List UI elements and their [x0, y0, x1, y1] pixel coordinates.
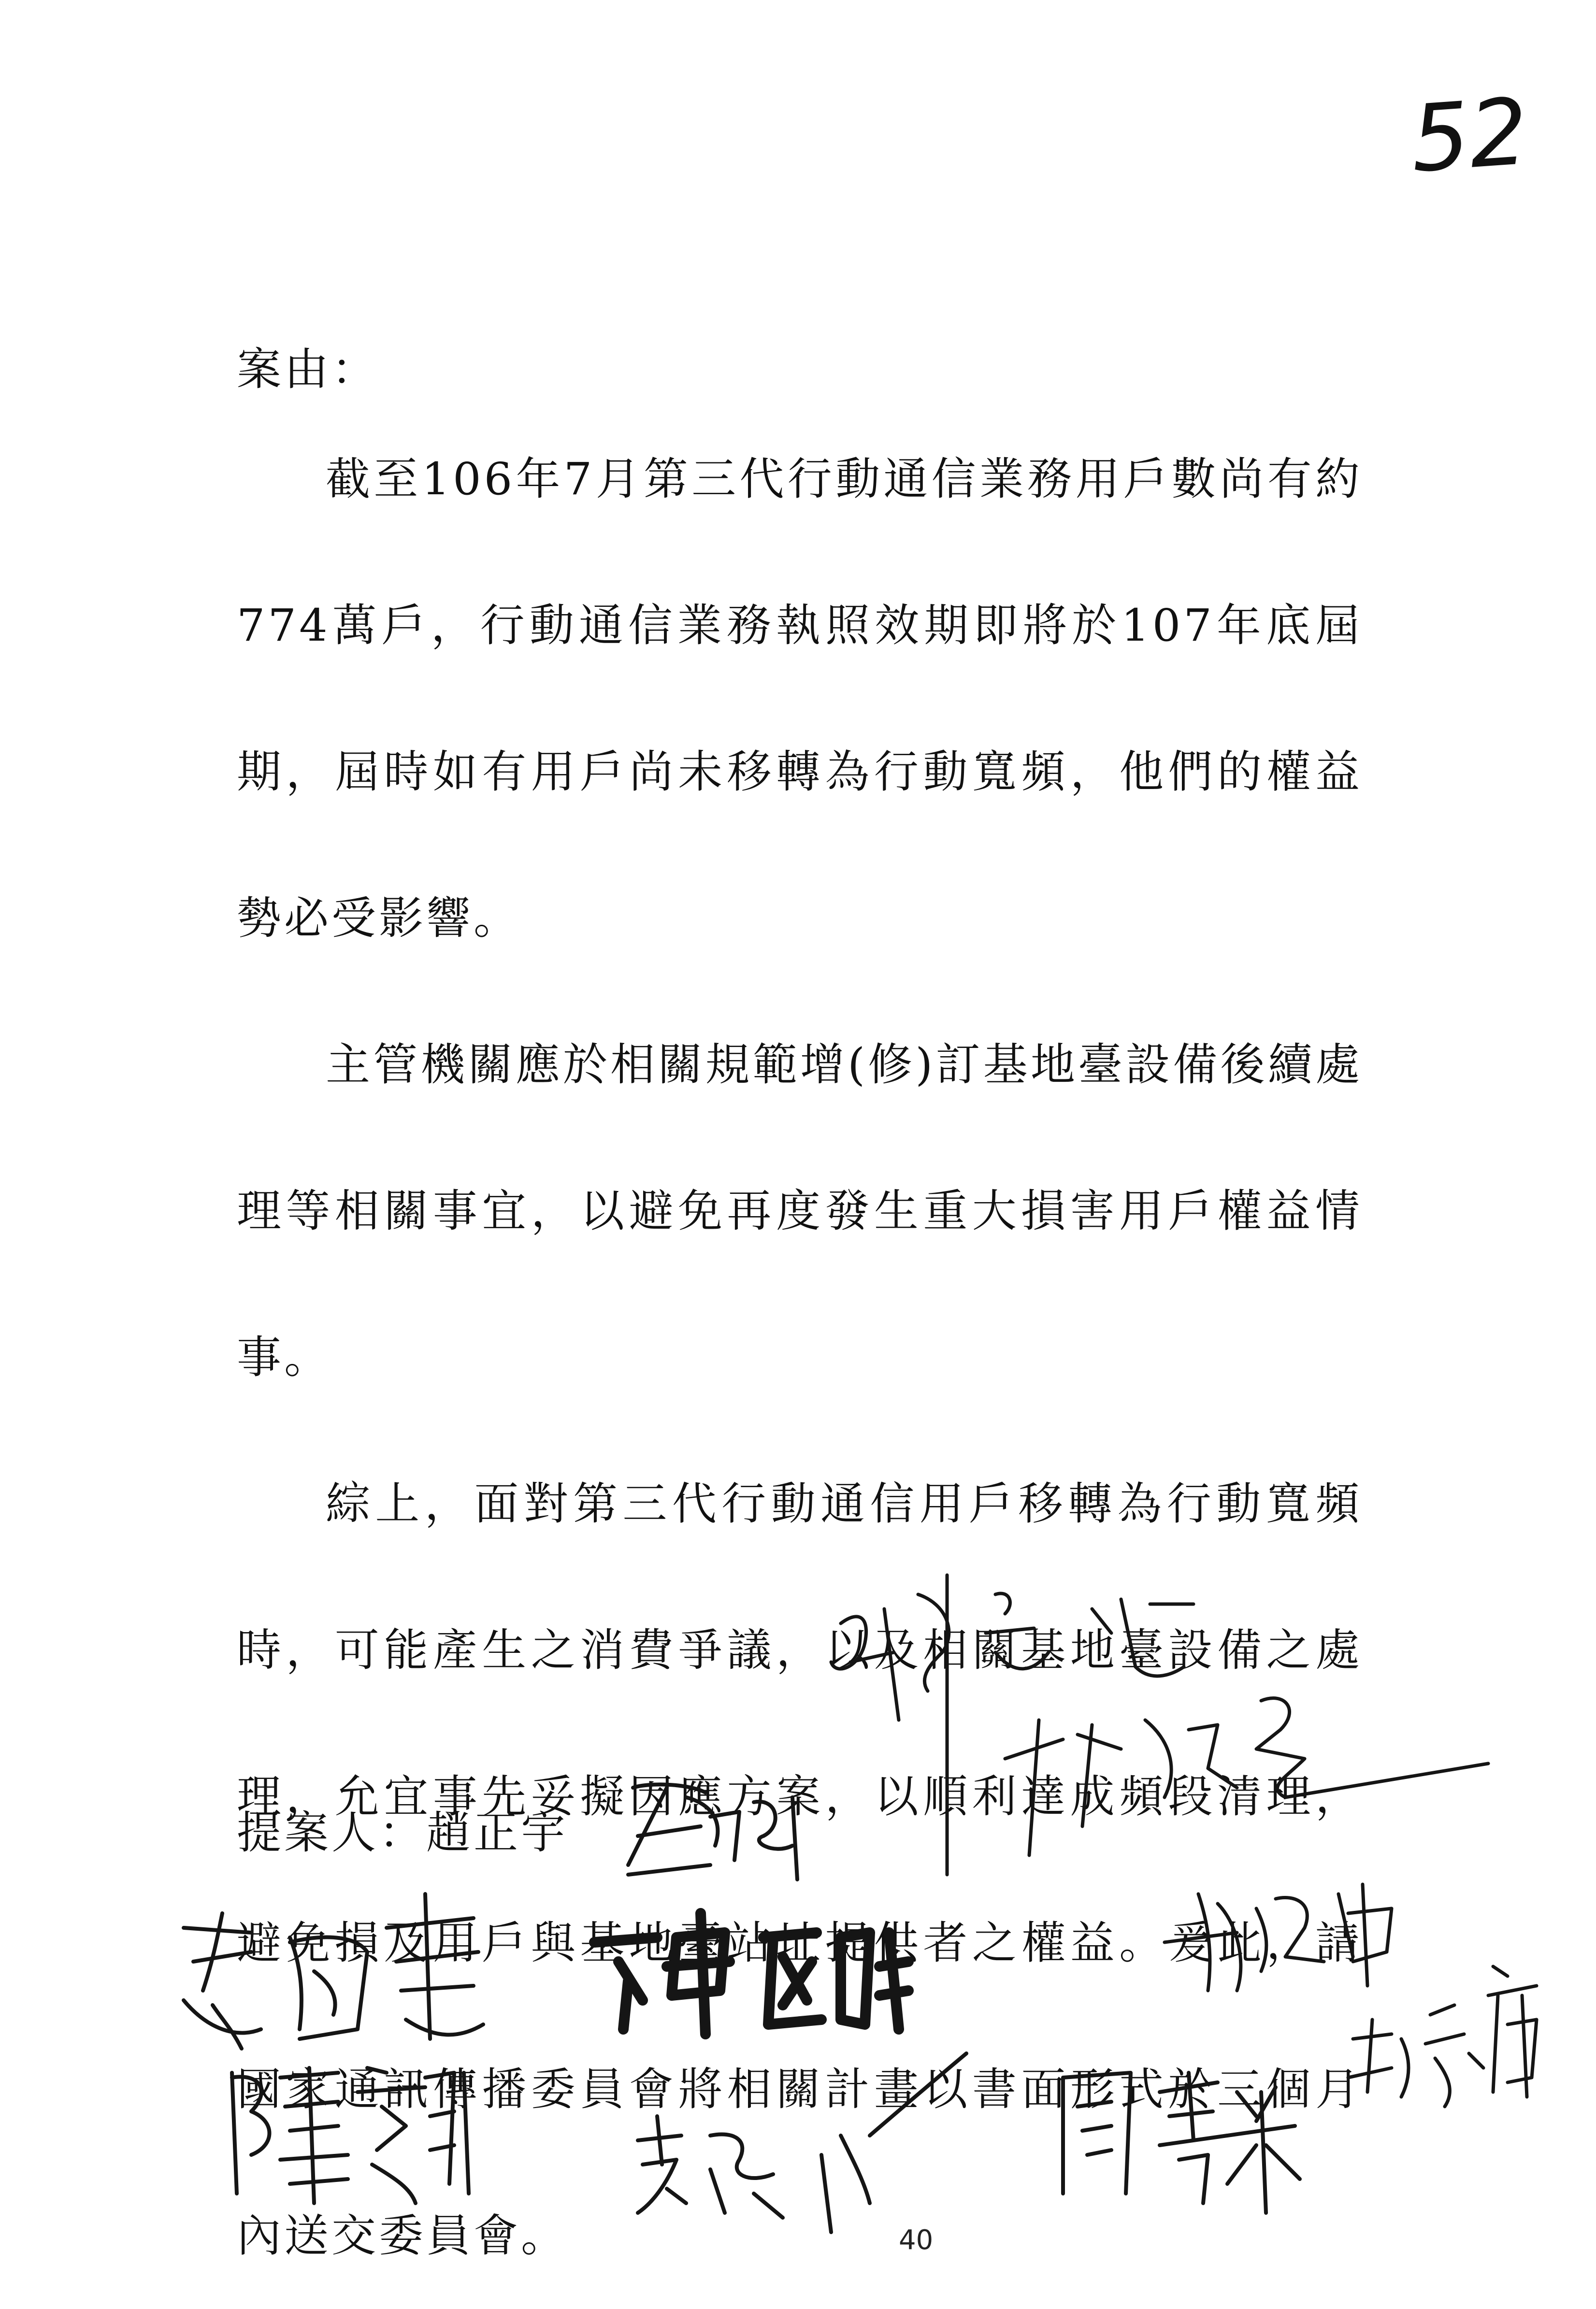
signature-7 [232, 2068, 469, 2203]
signature-9 [1063, 2073, 1300, 2213]
signature-5 [594, 1913, 908, 2034]
paragraph-1: 截至106年7月第三代行動通信業務用戶數尚有約774萬戶，行動通信業務執照效期即將於107年底屆期，屆時如有用戶尚未移轉為行動寬頻，他們的權益勢必受影響。 [237, 453, 1363, 944]
signature-1 [831, 1575, 1193, 1875]
signature-8 [638, 2053, 966, 2232]
proposer-name: 趙正宇 [426, 1807, 569, 1859]
page-number: 52 [1407, 78, 1532, 193]
motion-heading: 案由： [237, 344, 379, 395]
signature-6 [1165, 1884, 1392, 1991]
paragraph-2: 主管機關應於相關規範增(修)訂基地臺設備後續處理等相關事宜，以避免再度發生重大損害用戶權益情事。 [237, 1039, 1363, 1383]
signature-2 [1005, 1698, 1488, 1855]
paragraph-3: 綜上，面對第三代行動通信用戶移轉為行動寬頻時，可能產生之消費爭議，以及相關基地臺設備之處理，允宜事先妥擬因應方案，以順利達成頻段清理，避免損及用戶與基地臺站址提供者之權益。爰此，請國家通訊傳播委員會將相關計畫以書面形式於三個月內送交委員會。 [237, 1478, 1363, 2262]
proposer-label: 提案人： [237, 1807, 427, 1859]
annotation-number: 40 [899, 2224, 934, 2256]
signature-10 [1348, 1966, 1537, 2107]
signature-3 [628, 1784, 797, 1879]
signature-4 [184, 1894, 483, 2049]
